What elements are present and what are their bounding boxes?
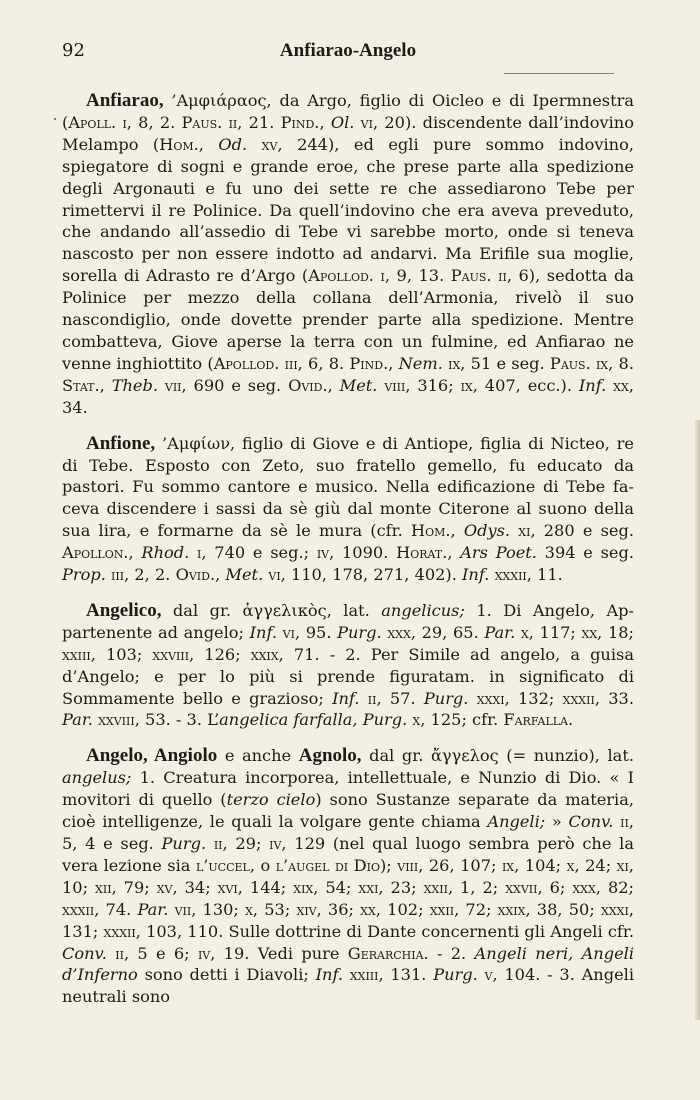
page-edge-shadow: [695, 420, 700, 1020]
dictionary-entries: [62, 90, 634, 1008]
entry-anfione: Anfione, ’Αμφίων, figlio di Giove e di Antiope, figlia di Nicteo, re di Tebe. Esposto con Zeto, suo fratello gemello, fu educato da pastori. Fu sommo cantore e musico. Nella edificazione di Tebe faceva discendere i sassi da sè giù dal monte Citerone al suono della sua lira, e formarne da sè le mura (cfr. Hom., Odys. xi, 280 e seg. Apollon., Rhod. i, 740 e seg.; iv, 1090. Horat., Ars Poet. 394 e seg. Prop. iii, 2, 2. Ovid., Met. vi, 110, 178, 271, 402). Inf. xxxii, 11.: [62, 432, 635, 585]
page-header: [62, 40, 634, 68]
entry-anfiarao: Anfiarao, ’Αμφιάραος, da Argo, figlio di Oicleo e di Ipermnestra (Apoll. i, 8, 2. Paus. ii, 21. Pind., Ol. vi, 20). discendente dall’indovino Melampo (Hom., Od. xv, 244), ed egli pure sommo indovino, spiegatore di sogni e grande eroe, che prese parte alla spedizione degli Argonauti e fu uno dei sette re che assediarono Tebe per rimettervi il re Polinice. Da quell’indovino che era aveva preveduto, che andando all’assedio di Tebe vi sarebbe morto, onde si teneva nascosto per non essere indotto ad andarvi. Ma Erifile sua moglie, sorella di Adrasto re d’Argo (Apollod. i, 9, 13. Paus. ii, 6), sedotta da Polinice per mezzo della collana dell’Armonia, rivelò il suo nascondiglio, onde dovette prender parte alla spedizione. Mentre combatteva, Giove aperse la terra con un fulmine, ed Anfiarao ne venne inghiottito (Apollod. iii, 6, 8. Pind., Nem. ix, 51 e seg. Paus. ix, 8. Stat., Theb. vii, 690 e seg. Ovid., Met. viii, 316; ix, 407, ecc.). Inf. xx, 34.: [62, 90, 634, 417]
header-rule: [504, 73, 614, 74]
ink-speck: [54, 118, 56, 120]
entry-angelo: Angelo, Angiolo e anche Agnolo, dal gr. ἄγγελος (= nunzio), lat. angelus; 1. Creatura incorporea, intellettuale, e Nunzio di Dio. « I movitori di quello (terzo cielo) sono Sustanze separate da materia, cioè intelligenze, le quali la volgare gente chiama Angeli; » Conv. ii, 5, 4 e seg. Purg. ii, 29; iv, 129 (nel qual luogo sembra però che la vera lezione sia l’uccel, o l’augel di Dio); viii, 26, 107; ix, 104; x, 24; xi, 10; xii, 79; xv, 34; xvi, 144; xix, 54; xxi, 23; xxii, 1, 2; xxvii, 6; xxx, 82; xxxii, 74. Par. vii, 130; x, 53; xiv, 36; xx, 102; xxii, 72; xxix, 38, 50; xxxi, 131; xxxii, 103, 110. Sulle dottrine di Dante concernenti gli Angeli cfr. Conv. ii, 5 e 6; iv, 19. Vedi pure Gerarchia. - 2. Angeli neri, Angeli d’Inferno sono detti i Diavoli; Inf. xxiii, 131. Purg. v, 104. - 3. Angeli neutrali sono: [62, 745, 635, 1007]
entry-angelico: Angelico, dal gr. ἀγγελικὸς, lat. angelicus; 1. Di Angelo, Appartenente ad angelo; Inf. vi, 95. Purg. xxx, 29, 65. Par. x, 117; xx, 18; xxiii, 103; xxviii, 126; xxix, 71. - 2. Per Simile ad angelo, a guisa d’Angelo; e per lo più si prende figuratam. in significato di Sommamente bello e grazioso; Inf. ii, 57. Purg. xxxi, 132; xxxii, 33. Par. xxviii, 53. - 3. L’angelica farfalla, Purg. x, 125; cfr. Farfalla.: [62, 599, 634, 730]
page-number: 92: [62, 40, 85, 61]
running-head: Anfiarao-Angelo: [279, 40, 417, 61]
book-page: [62, 40, 634, 1022]
